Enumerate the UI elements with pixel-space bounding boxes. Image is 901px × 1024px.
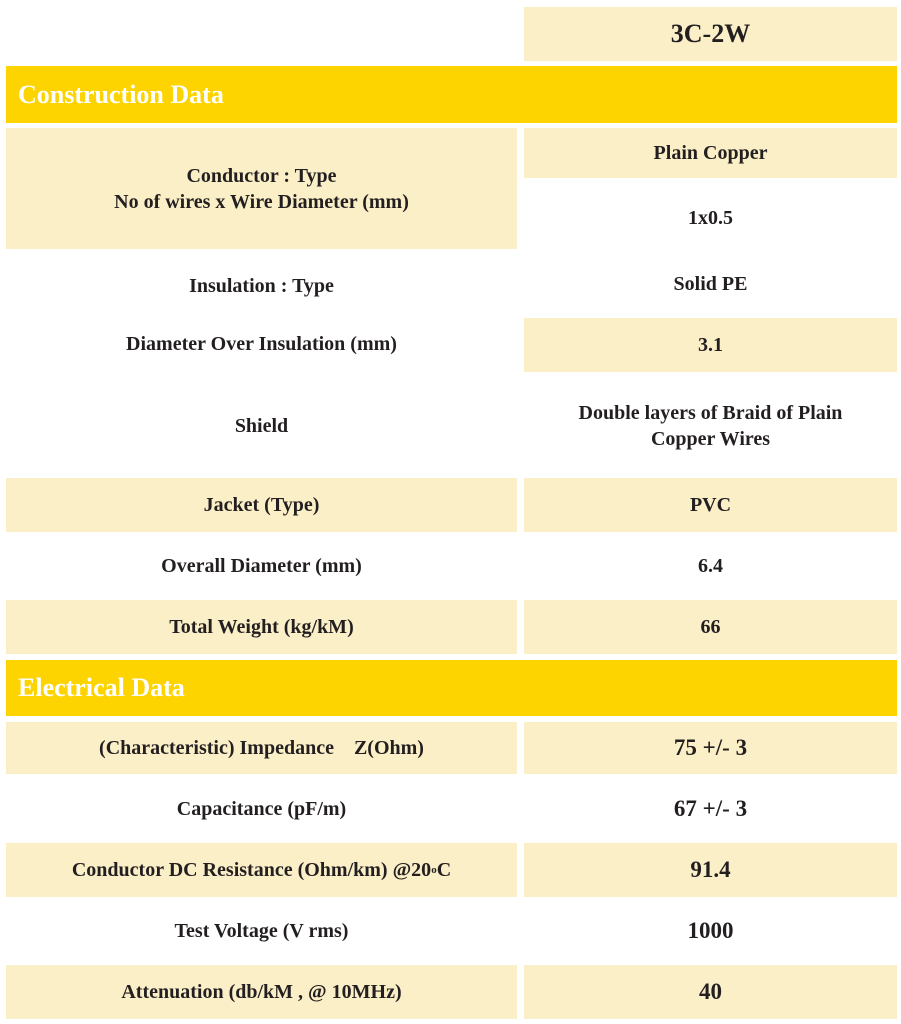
- jacket-value: PVC: [524, 478, 897, 532]
- construction-section-header: [6, 66, 897, 123]
- overall-diameter-label: Overall Diameter (mm): [161, 555, 362, 577]
- dc-resistance-label-suffix: C: [436, 859, 452, 881]
- conductor-label: [6, 128, 517, 249]
- shield-value: [524, 378, 897, 474]
- diameter-over-insulation-label: Diameter Over Insulation (mm): [126, 333, 397, 355]
- total-weight-value: 66: [524, 600, 897, 654]
- shield-value-line2: Copper Wires: [650, 428, 771, 450]
- dc-resistance-label: Conductor DC Resistance (Ohm/km) @20 o C: [6, 843, 517, 897]
- construction-section-title: Construction Data: [18, 79, 224, 109]
- dc-resistance-label-prefix: Conductor DC Resistance (Ohm/km) @20: [71, 859, 432, 881]
- insulation-label: Insulation : Type: [189, 275, 334, 297]
- total-weight-label: Total Weight (kg/kM): [6, 600, 517, 654]
- conductor-type-value: Plain Copper: [524, 128, 897, 178]
- shield-label: Shield: [234, 415, 289, 437]
- insulation-value: Solid PE: [673, 273, 748, 295]
- conductor-label-line1: Conductor : Type: [186, 164, 337, 187]
- impedance-value: 75 +/- 3: [524, 722, 897, 774]
- jacket-label: Jacket (Type): [6, 478, 517, 532]
- test-voltage-label: Test Voltage (V rms): [174, 920, 349, 942]
- capacitance-value: 67 +/- 3: [673, 796, 748, 822]
- attenuation-label: Attenuation (db/kM , @ 10MHz): [6, 965, 517, 1019]
- column-header: 3C-2W: [524, 7, 897, 61]
- electrical-section-title: Electrical Data: [18, 673, 185, 702]
- diameter-over-insulation-value: 3.1: [524, 318, 897, 372]
- overall-diameter-value: 6.4: [698, 555, 723, 577]
- shield-value-line1: Double layers of Braid of Plain: [578, 402, 843, 424]
- impedance-label: (Characteristic) Impedance Z(Ohm): [6, 722, 517, 774]
- test-voltage-value: 1000: [687, 918, 734, 944]
- conductor-wires-value: 1x0.5: [688, 206, 733, 229]
- electrical-section-header: [6, 660, 897, 716]
- dc-resistance-value: 91.4: [524, 843, 897, 897]
- capacitance-label: Capacitance (pF/m): [176, 798, 347, 820]
- attenuation-value: 40: [524, 965, 897, 1019]
- conductor-label-line2: No of wires x Wire Diameter (mm): [114, 190, 409, 213]
